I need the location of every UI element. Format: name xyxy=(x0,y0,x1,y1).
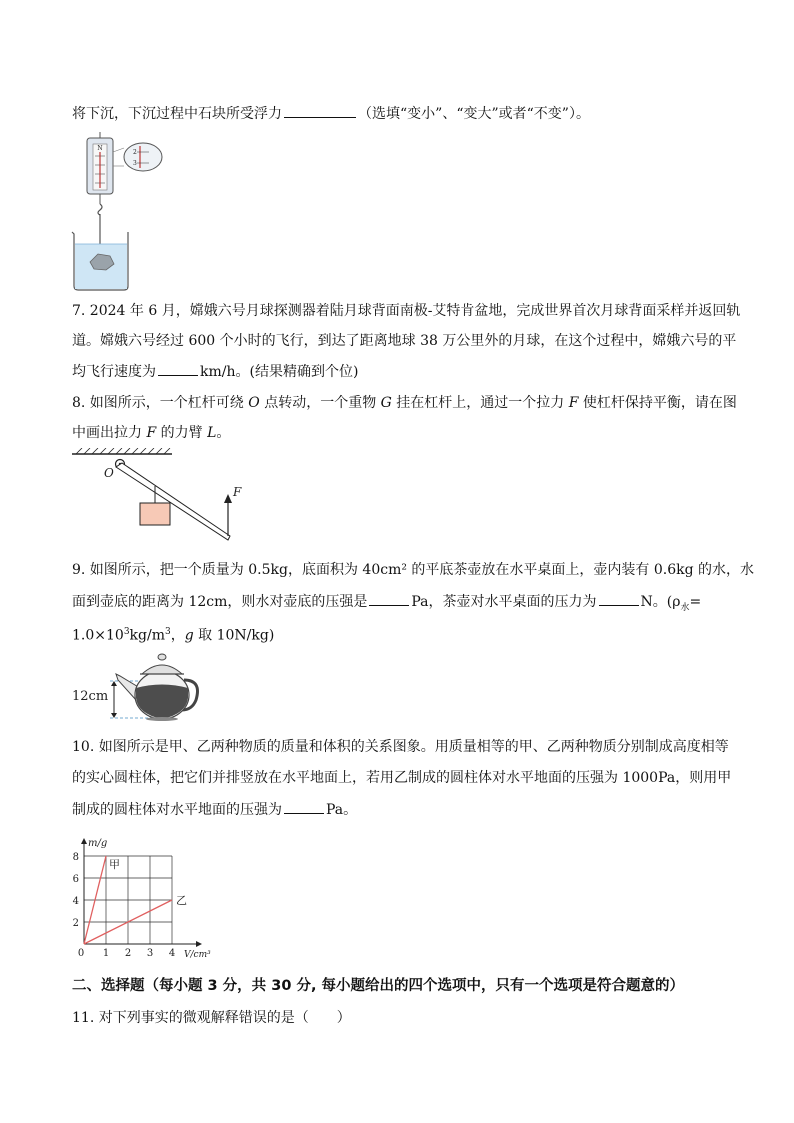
y-tick-label-8: 8 xyxy=(72,852,79,863)
lever-figure xyxy=(70,448,260,558)
q8-text-2a: 中画出拉力 xyxy=(72,425,147,441)
zoom-tick-2: 2 xyxy=(133,149,137,156)
x-axis-arrow xyxy=(196,941,202,947)
teapot-figure xyxy=(70,650,205,730)
q8-var-F: F xyxy=(568,395,579,411)
q9-exp-2: 3 xyxy=(164,627,171,637)
q8-text-2b: 的力臂 xyxy=(156,425,208,441)
y-tick-label-2: 2 xyxy=(72,918,79,929)
q9-text-2e: = xyxy=(689,594,702,610)
q8-text-2c: 。 xyxy=(216,425,231,441)
q9-text-3a: 1.0×10 xyxy=(72,627,124,644)
q7-line-1: 7. 2024 年 6 月，嫦娥六号月球探测器着陆月球背面南极-艾特肯盆地，完成世界首次月球背面采样并返回轨 xyxy=(72,303,741,319)
q8-var-G: G xyxy=(380,395,392,411)
y-tick-label-6: 6 xyxy=(72,874,79,885)
q9-answer-blank-2[interactable] xyxy=(599,591,639,606)
q9-water-sub: 水 xyxy=(680,602,690,613)
q8-line-2 xyxy=(72,423,230,443)
q10-line-3 xyxy=(72,799,357,820)
q7-line-3a: 均飞行速度为 xyxy=(72,364,156,380)
q7-line-3 xyxy=(72,361,358,382)
q10-answer-blank[interactable] xyxy=(284,799,324,814)
q11-stem: 11. 对下列事实的微观解释错误的是（ ） xyxy=(72,1010,351,1026)
q8-text-1c: 挂在杠杆上，通过一个拉力 xyxy=(391,395,569,411)
q10-line-2: 的实心圆柱体，把它们并排竖放在水平地面上，若用乙制成的圆柱体对水平地面的压强为 1000Pa，则用甲 xyxy=(72,770,732,786)
series-label-0: 甲 xyxy=(109,858,120,871)
q9-text-3b: kg/m xyxy=(129,627,165,644)
x-axis-label: V/cm³ xyxy=(184,950,211,960)
q9-exp-1: 3 xyxy=(123,627,130,637)
teapot-water xyxy=(136,685,188,720)
q9-line-1: 9. 如图所示，把一个质量为 0.5kg，底面积为 40cm² 的平底茶壶放在水平桌面上，壶内装有 0.6kg 的水，水 xyxy=(72,562,755,578)
q9-line-3 xyxy=(72,622,274,646)
y-axis-label: m/g xyxy=(88,838,108,849)
lever-bar xyxy=(116,463,230,540)
teapot-lid xyxy=(142,665,182,674)
y-axis-arrow xyxy=(81,838,87,844)
x-tick-label-0: 0 xyxy=(77,948,85,959)
q9-text-2b: Pa，茶壶对水平桌面的压力为 xyxy=(411,594,597,610)
q9-answer-blank-1[interactable] xyxy=(369,591,409,606)
x-tick-label-1: 1 xyxy=(102,948,110,959)
q10-text-3b: Pa。 xyxy=(326,802,358,818)
q10-line-1: 10. 如图所示是甲、乙两种物质的质量和体积的关系图象。用质量相等的甲、乙两种物质分别制成高度相等 xyxy=(72,739,729,755)
q8-text-1d: 使杠杆保持平衡，请在图 xyxy=(578,395,737,411)
fig-label-O: O xyxy=(104,466,114,480)
q9-var-g: g xyxy=(184,627,194,644)
q6-text-line xyxy=(72,103,590,124)
q8-var-O: O xyxy=(248,395,260,411)
mass-volume-chart xyxy=(68,830,228,965)
scale-zoom-circle xyxy=(124,143,162,171)
fig-label-F: F xyxy=(233,485,242,499)
x-tick-label-4: 4 xyxy=(168,948,176,959)
weight-G xyxy=(140,503,170,525)
q9-text-3c: ， xyxy=(170,627,185,644)
q8-line-1 xyxy=(72,393,737,413)
q8-var-F2: F xyxy=(146,425,157,441)
spring-scale-figure xyxy=(66,132,176,292)
q8-text-1b: 点转动，一个重物 xyxy=(259,395,381,411)
q7-answer-blank[interactable] xyxy=(158,361,198,376)
q6-line-b: （选填“变小”、“变大”或者“不变”）。 xyxy=(358,106,590,122)
q9-text-2c: N。(ρ xyxy=(640,594,681,610)
q9-text-3d: 取 10N/kg) xyxy=(193,627,275,644)
y-tick-label-4: 4 xyxy=(72,896,79,907)
q7-line-2: 道。嫦娥六号经过 600 个小时的飞行，到达了距离地球 38 万公里外的月球，在这个过程中，嫦娥六号的平 xyxy=(72,333,737,349)
x-tick-label-2: 2 xyxy=(124,948,132,959)
section-2-heading: 二、选择题（每小题 3 分，共 30 分, 每小题给出的四个选项中，只有一个选项是符合题意的） xyxy=(72,978,685,994)
zoom-tick-3: 3 xyxy=(133,160,137,167)
series-label-1: 乙 xyxy=(176,894,187,907)
scale-unit-label: N xyxy=(97,145,103,152)
q8-text-1a: 8. 如图所示，一个杠杆可绕 xyxy=(72,395,249,411)
q7-line-3b: km/h。(结果精确到个位) xyxy=(200,364,359,380)
q8-var-L: L xyxy=(207,425,217,441)
fig-label-12cm: 12cm xyxy=(72,689,109,704)
q9-text-2a: 面到壶底的距离为 12cm，则水对壶底的压强是 xyxy=(72,594,368,610)
q6-line-a: 将下沉，下沉过程中石块所受浮力 xyxy=(72,106,282,122)
q10-text-3a: 制成的圆柱体对水平地面的压强为 xyxy=(72,802,282,818)
q9-line-2 xyxy=(72,591,701,618)
x-tick-label-3: 3 xyxy=(146,948,154,959)
q6-answer-blank[interactable] xyxy=(284,103,356,118)
